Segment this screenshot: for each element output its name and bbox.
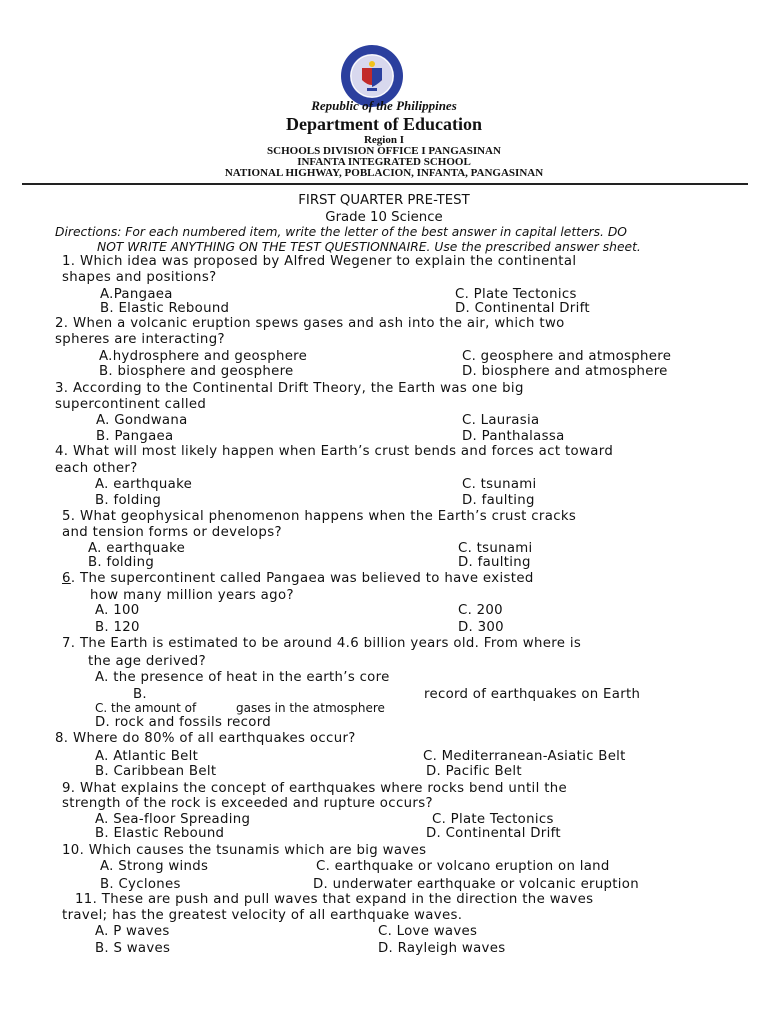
q11-option-a: A. P waves: [95, 924, 170, 939]
question-9-line-2: strength of the rock is exceeded and rupture occurs?: [62, 796, 433, 811]
question-11-line-2: travel; has the greatest velocity of all earthquake waves.: [62, 908, 463, 923]
q7-option-b-letter: B.: [133, 687, 147, 702]
q6-number: 6: [62, 571, 71, 586]
q10-option-a: A. Strong winds: [100, 859, 209, 874]
q1-option-b: B. Elastic Rebound: [100, 301, 230, 316]
question-5-line-1: 5. What geophysical phenomenon happens when the Earth’s crust cracks: [62, 509, 577, 524]
q7-option-d: D. rock and fossils record: [95, 715, 271, 730]
question-3-line-1: 3. According to the Continental Drift Theory, the Earth was one big: [55, 381, 524, 396]
q11-option-d: D. Rayleigh waves: [378, 941, 506, 956]
header-divider: [22, 183, 748, 185]
q1-option-a: A.Pangaea: [100, 287, 173, 302]
question-1-line-2: shapes and positions?: [62, 270, 217, 285]
q4-option-b: B. folding: [95, 493, 162, 508]
q3-option-b: B. Pangaea: [96, 429, 174, 444]
department-title: Department of Education: [286, 114, 482, 134]
q5-option-a: A. earthquake: [88, 541, 186, 556]
q3-option-a: A. Gondwana: [96, 413, 188, 428]
q4-option-a: A. earthquake: [95, 477, 193, 492]
republic-line: Republic of the Philippines: [311, 98, 457, 113]
question-3-line-2: supercontinent called: [55, 397, 207, 412]
region-line: Region I: [363, 134, 405, 146]
test-title: FIRST QUARTER PRE-TEST: [298, 193, 470, 208]
q8-option-c: C. Mediterranean-Asiatic Belt: [423, 749, 626, 764]
q9-option-b: B. Elastic Rebound: [95, 826, 225, 841]
q7-option-c-part-1: C. the amount of: [95, 701, 197, 715]
q2-option-d: D. biosphere and atmosphere: [462, 364, 668, 379]
question-4-line-1: 4. What will most likely happen when Earth’s crust bends and forces act toward: [55, 444, 614, 459]
question-10-line-1: 10. Which causes the tsunamis which are big waves: [62, 843, 427, 858]
question-8-line-1: 8. Where do 80% of all earthquakes occur?: [55, 731, 356, 746]
q8-option-d: D. Pacific Belt: [426, 764, 522, 779]
q9-option-c: C. Plate Tectonics: [432, 812, 554, 827]
q10-option-d: D. underwater earthquake or volcanic eruption: [313, 877, 639, 892]
q3-option-c: C. Laurasia: [462, 413, 540, 428]
school-line: INFANTA INTEGRATED SCHOOL: [297, 156, 471, 168]
question-4-line-2: each other?: [55, 461, 138, 476]
q8-option-b: B. Caribbean Belt: [95, 764, 217, 779]
q2-option-b: B. biosphere and geosphere: [99, 364, 294, 379]
question-7-line-2: the age derived?: [88, 654, 206, 669]
q1-option-c: C. Plate Tectonics: [455, 287, 577, 302]
question-11-line-1: 11. These are push and pull waves that expand in the direction the waves: [75, 892, 594, 907]
q11-option-b: B. S waves: [95, 941, 171, 956]
q1-option-d: D. Continental Drift: [455, 301, 590, 316]
q7-option-c-part-2: gases in the atmosphere: [236, 701, 385, 715]
q5-option-c: C. tsunami: [458, 541, 533, 556]
q11-option-c: C. Love waves: [378, 924, 478, 939]
q8-option-a: A. Atlantic Belt: [95, 749, 199, 764]
q9-option-a: A. Sea-floor Spreading: [95, 812, 251, 827]
question-5-line-2: and tension forms or develops?: [62, 525, 282, 540]
q3-option-d: D. Panthalassa: [462, 429, 565, 444]
q9-option-d: D. Continental Drift: [426, 826, 561, 841]
q2-option-a: A.hydrosphere and geosphere: [99, 349, 308, 364]
q2-option-c: C. geosphere and atmosphere: [462, 349, 672, 364]
division-line: SCHOOLS DIVISION OFFICE I PANGASINAN: [267, 145, 501, 157]
directions-line-1: Directions: For each numbered item, write the letter of the best answer in capital letters. DO: [55, 225, 627, 239]
q7-option-a: A. the presence of heat in the earth’s core: [95, 670, 390, 685]
q4-option-c: C. tsunami: [462, 477, 537, 492]
q10-option-b: B. Cyclones: [100, 877, 181, 892]
question-7-line-1: 7. The Earth is estimated to be around 4.6 billion years old. From where is: [62, 636, 582, 651]
q10-option-c: C. earthquake or volcano eruption on land: [316, 859, 610, 874]
test-subject: Grade 10 Science: [325, 210, 443, 225]
directions-line-2: NOT WRITE ANYTHING ON THE TEST QUESTIONNAIRE. Use the prescribed answer sheet.: [97, 240, 641, 254]
question-1-line-1: 1. Which idea was proposed by Alfred Wegener to explain the continental: [62, 254, 577, 269]
question-6-line-2: how many million years ago?: [90, 588, 294, 603]
q7-option-b-text: record of earthquakes on Earth: [424, 687, 641, 702]
q4-option-d: D. faulting: [462, 493, 535, 508]
question-6-line-1: [62, 571, 534, 586]
address-line: NATIONAL HIGHWAY, POBLACION, INFANTA, PANGASINAN: [224, 167, 544, 179]
q6-text: . The supercontinent called Pangaea was believed to have existed: [70, 571, 534, 586]
question-2-line-1: 2. When a volcanic eruption spews gases and ash into the air, which two: [55, 316, 565, 331]
q6-option-d: D. 300: [458, 620, 504, 635]
question-2-line-2: spheres are interacting?: [55, 332, 225, 347]
q6-option-b: B. 120: [95, 620, 140, 635]
question-9-line-1: 9. What explains the concept of earthquakes where rocks bend until the: [62, 781, 568, 796]
q5-option-d: D. faulting: [458, 555, 531, 570]
q6-option-a: A. 100: [95, 603, 140, 618]
q5-option-b: B. folding: [88, 555, 155, 570]
q6-option-c: C. 200: [458, 603, 503, 618]
